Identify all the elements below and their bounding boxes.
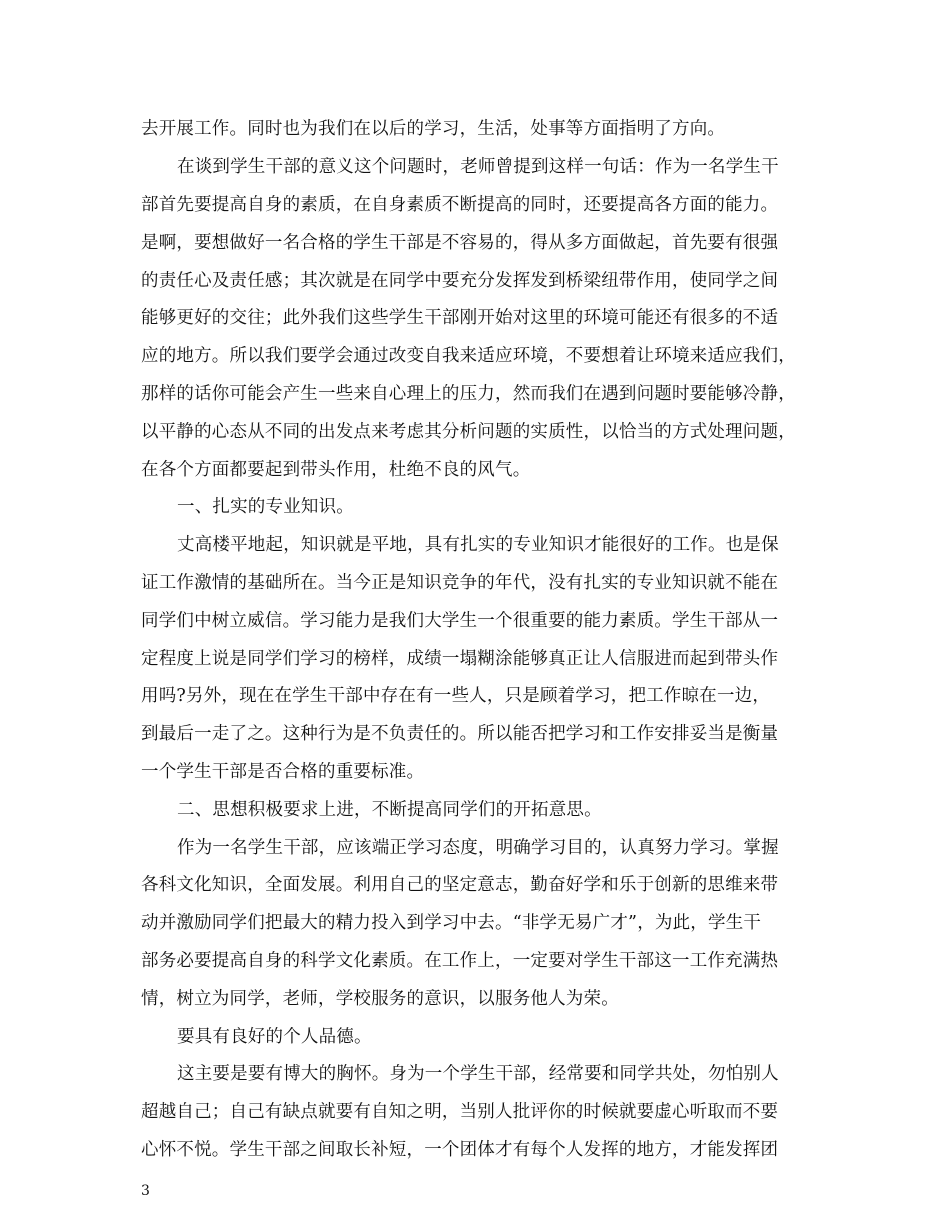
text-line: 心怀不悦。学生干部之间取长补短，一个团体才有每个人发挥的地方，才能发挥团 bbox=[141, 1140, 779, 1160]
text-line: 同学们中树立威信。学习能力是我们大学生一个很重要的能力素质。学生干部从一 bbox=[141, 611, 779, 631]
section-heading-3: 要具有良好的个人品德。 bbox=[177, 1027, 372, 1047]
text-line: 动并激励同学们把最大的精力投入到学习中去。“非学无易广才”，为此，学生干 bbox=[141, 913, 762, 933]
text-line: 是啊，要想做好一名合格的学生干部是不容易的，得从多方面做起，首先要有很强 bbox=[141, 233, 779, 253]
text-line: 各科文化知识，全面发展。利用自己的坚定意志，勤奋好学和乐于创新的思维来带 bbox=[141, 875, 779, 895]
text-line: 到最后一走了之。这种行为是不负责任的。所以能否把学习和工作安排妥当是衡量 bbox=[141, 724, 779, 744]
section-heading-1: 一、扎实的专业知识。 bbox=[177, 497, 354, 517]
text-line: 情，树立为同学，老师，学校服务的意识，以服务他人为荣。 bbox=[141, 989, 619, 1009]
text-line: 证工作激情的基础所在。当今正是知识竞争的年代，没有扎实的专业知识就不能在 bbox=[141, 573, 779, 593]
text-line: 部首先要提高自身的素质，在自身素质不断提高的同时，还要提高各方面的能力。 bbox=[141, 195, 779, 215]
paragraph-start: 在谈到学生干部的意义这个问题时，老师曾提到这样一句话：作为一名学生干 bbox=[177, 157, 779, 177]
paragraph-start: 作为一名学生干部，应该端正学习态度，明确学习目的，认真努力学习。掌握 bbox=[177, 838, 779, 858]
text-line: 能够更好的交往；此外我们这些学生干部刚开始对这里的环境可能还有很多的不适 bbox=[141, 308, 779, 328]
text-line: 去开展工作。同时也为我们在以后的学习，生活，处事等方面指明了方向。 bbox=[141, 119, 726, 139]
paragraph-start: 这主要是要有博大的胸怀。身为一个学生干部，经常要和同学共处，勿怕别人 bbox=[177, 1064, 779, 1084]
text-line: 定程度上说是同学们学习的榜样，成绩一塌糊涂能够真正让人信服进而起到带头作 bbox=[141, 649, 779, 669]
text-line: 一个学生干部是否合格的重要标准。 bbox=[141, 762, 425, 782]
page-number: 3 bbox=[141, 1183, 150, 1199]
text-line: 在各个方面都要起到带头作用，杜绝不良的风气。 bbox=[141, 460, 531, 480]
text-line: 部务必要提高自身的科学文化素质。在工作上，一定要对学生干部这一工作充满热 bbox=[141, 951, 779, 971]
section-heading-2: 二、思想积极要求上进，不断提高同学们的开拓意思。 bbox=[177, 800, 602, 820]
text-line: 那样的话你可能会产生一些来自心理上的压力，然而我们在遇到问题时要能够冷静， bbox=[141, 384, 796, 404]
text-line: 应的地方。所以我们要学会通过改变自我来适应环境，不要想着让环境来适应我们， bbox=[141, 346, 796, 366]
paragraph-start: 丈高楼平地起，知识就是平地，具有扎实的专业知识才能很好的工作。也是保 bbox=[177, 535, 779, 555]
text-line: 的责任心及责任感；其次就是在同学中要充分发挥发到桥梁纽带作用，使同学之间 bbox=[141, 271, 779, 291]
text-line: 超越自己；自己有缺点就要有自知之明，当别人批评你的时候就要虚心听取而不要 bbox=[141, 1102, 779, 1122]
text-line: 用吗?另外，现在在学生干部中存在有一些人，只是顾着学习，把工作晾在一边， bbox=[141, 686, 771, 706]
text-line: 以平静的心态从不同的出发点来考虑其分析问题的实质性，以恰当的方式处理问题， bbox=[141, 422, 796, 442]
